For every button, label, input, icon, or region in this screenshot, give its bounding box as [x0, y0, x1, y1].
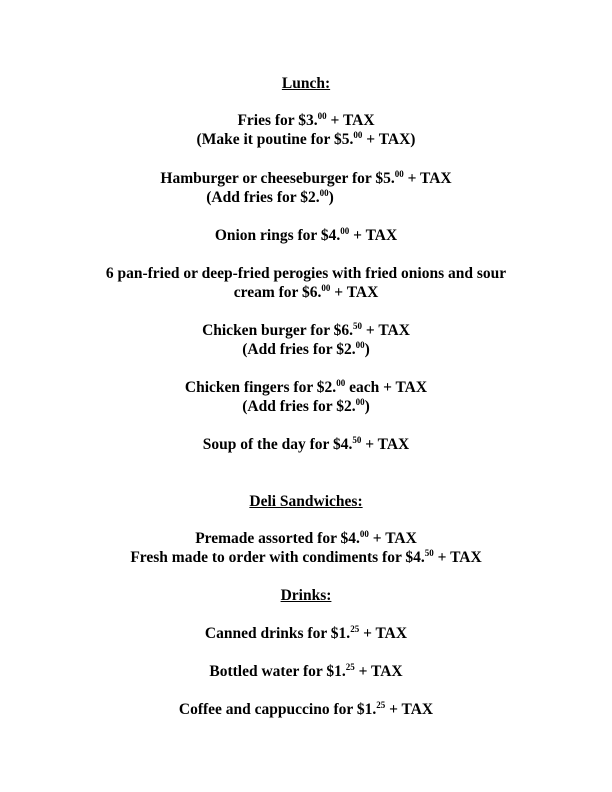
lunch-item-poutine: (Make it poutine for $5.00 + TAX) — [196, 130, 416, 148]
lunch-item-chicken-burger: Chicken burger for $6.50 + TAX — [202, 321, 410, 339]
lunch-item-burger: Hamburger or cheeseburger for $5.00 + TAX — [160, 169, 452, 187]
lunch-item-perogies: 6 pan-fried or deep-fried perogies with fried onions and sour — [105, 265, 507, 282]
drinks-item-water: Bottled water for $1.25 + TAX — [209, 662, 403, 680]
deli-item-premade: Premade assorted for $4.00 + TAX — [195, 529, 417, 547]
lunch-item-perogies-price: cream for $6.00 + TAX — [233, 283, 379, 301]
lunch-heading: Lunch: — [281, 75, 331, 92]
lunch-item-soup: Soup of the day for $4.50 + TAX — [202, 435, 410, 453]
drinks-heading: Drinks: — [280, 587, 332, 604]
deli-heading: Deli Sandwiches: — [249, 493, 363, 510]
lunch-item-chicken-burger-addon: (Add fries for $2.00) — [242, 340, 370, 358]
lunch-item-fries: Fries for $3.00 + TAX — [237, 111, 375, 129]
deli-item-fresh: Fresh made to order with condiments for $4.50 + TAX — [130, 548, 482, 566]
lunch-item-chicken-fingers: Chicken fingers for $2.00 each + TAX — [184, 378, 428, 396]
lunch-item-chicken-fingers-addon: (Add fries for $2.00) — [242, 397, 370, 415]
lunch-item-burger-addon: (Add fries for $2.00) — [206, 188, 334, 206]
lunch-item-onion-rings: Onion rings for $4.00 + TAX — [214, 226, 398, 244]
drinks-item-canned: Canned drinks for $1.25 + TAX — [204, 624, 408, 642]
drinks-item-coffee: Coffee and cappuccino for $1.25 + TAX — [178, 700, 434, 718]
